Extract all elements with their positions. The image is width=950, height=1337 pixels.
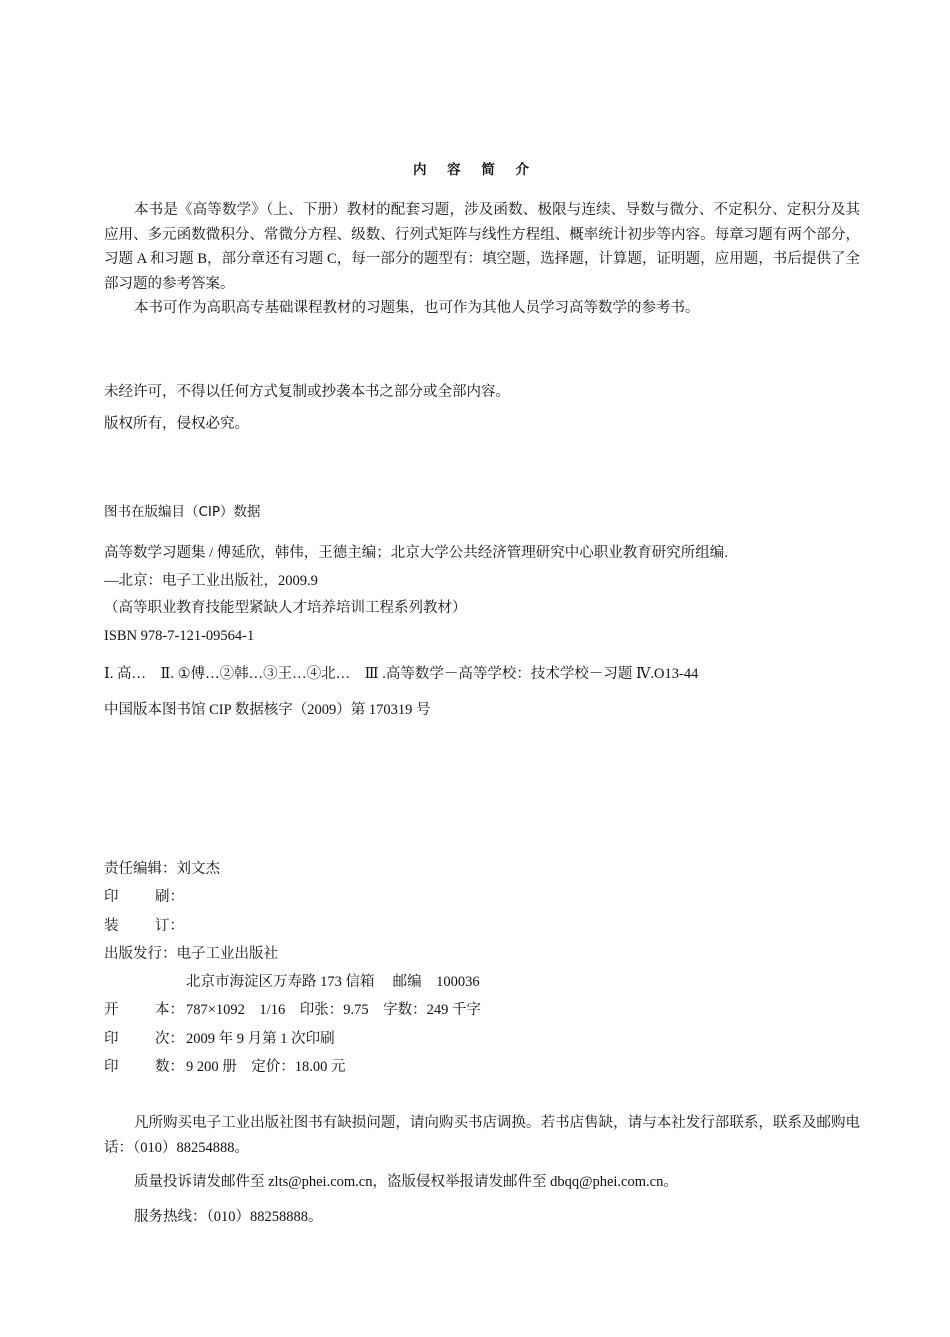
notice-section — [104, 1111, 860, 1229]
copies-label — [104, 1053, 184, 1081]
format-value: 787×1092 1/16 印张：9.75 字数：249 千字 — [186, 1002, 481, 1019]
cip-heading: 图书在版编目（CIP）数据 — [104, 504, 261, 520]
bind-label — [104, 912, 184, 940]
format-label — [104, 996, 184, 1024]
notice-paragraph-2: 质量投诉请发邮件至 zlts@phei.com.cn，盗版侵权举报请发邮件至 dbqq@phei.com.cn。 — [134, 1174, 678, 1190]
cip-series-line: （高等职业教育技能型紧缺人才培养培训工程系列教材） — [104, 600, 467, 616]
publisher-label: 出版发行： — [104, 945, 177, 962]
copyright-notice: 未经许可，不得以任何方式复制或抄袭本书之部分或全部内容。 — [104, 384, 510, 400]
cip-publisher-line: —北京：电子工业出版社，2009.9 — [104, 572, 318, 589]
print-label-a: 印 — [104, 889, 119, 906]
editor-value: 刘文杰 — [176, 861, 220, 877]
intro-section — [104, 198, 860, 321]
cip-classification: Ⅰ. 高… Ⅱ. ①傅…②韩…③王…④北… Ⅲ .高等数学－高等学校：技术学校－习题 Ⅳ.O13-44 — [104, 666, 699, 682]
copies-label-b: 数： — [155, 1059, 184, 1076]
intro-paragraph-2: 本书可作为高职高专基础课程教材的习题集，也可作为其他人员学习高等数学的参考书。 — [134, 300, 700, 316]
edition-label-b: 次： — [155, 1030, 184, 1047]
notice-paragraph-3: 服务热线：（010）88258888。 — [134, 1208, 323, 1225]
colophon-section — [104, 855, 860, 1081]
bind-value — [184, 912, 186, 940]
copyright-section — [104, 380, 860, 436]
cip-title-line: 高等数学习题集 / 傅延欣，韩伟，王德主编；北京大学公共经济管理研究中心职业教育研究所组编. — [104, 545, 728, 561]
bind-label-b: 订： — [155, 917, 184, 934]
print-row — [104, 883, 860, 911]
editor-row — [104, 855, 860, 883]
copies-label-a: 印 — [104, 1059, 119, 1076]
format-label-b: 本： — [155, 1002, 184, 1019]
format-row — [104, 996, 860, 1024]
print-label-b: 刷： — [155, 889, 184, 906]
cip-section — [104, 500, 860, 724]
edition-row — [104, 1025, 860, 1053]
bind-row — [104, 912, 860, 940]
print-label — [104, 883, 184, 911]
copies-value: 9 200 册 定价：18.00 元 — [186, 1059, 346, 1076]
copies-row — [104, 1053, 860, 1081]
address-value: 北京市海淀区万寿路 173 信箱 邮编 100036 — [186, 974, 480, 991]
cip-isbn: ISBN 978-7-121-09564-1 — [104, 627, 255, 644]
notice-paragraph-1: 凡所购买电子工业出版社图书有缺损问题，请向购买书店调换。若书店售缺，请与本社发行部联系，联系及邮购电话：（010）88254888。 — [104, 1115, 860, 1156]
edition-value: 2009 年 9 月第 1 次印刷 — [186, 1030, 335, 1047]
intro-paragraph-1: 本书是《高等数学》（上、下册）教材的配套习题，涉及函数、极限与连续、导数与微分、不定积分、定积分及其应用、多元函数微积分、常微分方程、级数、行列式矩阵与线性方程组、概率统计初步等内容。每章习题有两个部分，习题 A 和习题 B，部分章还有习题 C，每一部分的题型有：填空题，选择题，计算题，证明题，应用题，书后提供了全部习题的参考答案。 — [104, 202, 860, 292]
format-label-a: 开 — [104, 1002, 119, 1019]
edition-label — [104, 1025, 184, 1053]
editor-label: 责任编辑： — [104, 861, 177, 877]
print-value — [184, 883, 186, 911]
address-row — [104, 968, 860, 996]
intro-title: 内 容 简 介 — [412, 162, 538, 178]
publisher-row — [104, 940, 860, 968]
cip-number: 中国版本图书馆 CIP 数据核字（2009）第 170319 号 — [104, 701, 431, 718]
edition-label-a: 印 — [104, 1030, 119, 1047]
publisher-value: 电子工业出版社 — [176, 945, 278, 962]
rights-reserved: 版权所有，侵权必究。 — [104, 415, 249, 432]
bind-label-a: 装 — [104, 917, 119, 934]
